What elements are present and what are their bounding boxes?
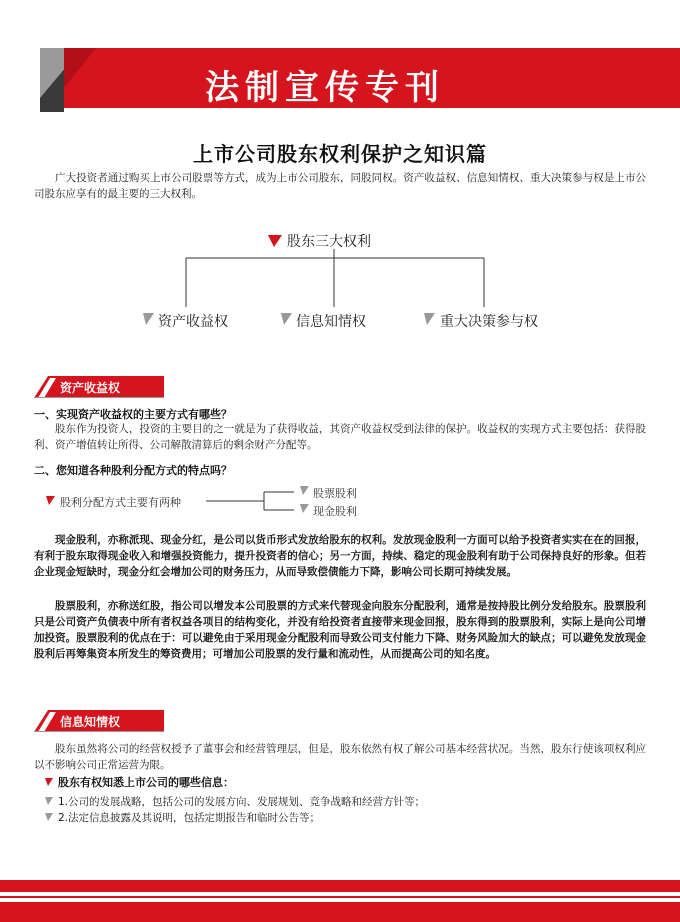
banner-title: 法制宣传专刊 <box>205 68 445 108</box>
question-heading: 一、实现资产收益权的主要方式有哪些？ <box>34 408 232 421</box>
footer-band <box>0 874 680 922</box>
list-item-text: 2.法定信息披露及其说明，包括定期报告和临时公告等； <box>58 812 321 824</box>
intro-paragraph: 广大投资者通过购买上市公司股票等方式，成为上市公司股东，同股同权。资产收益权、信息知情权、重大决策参与权是上市公司股东应享有的最主要的三大权利。 <box>34 172 646 200</box>
child-mark-icon <box>424 313 435 325</box>
diagram-root-label: 股利分配方式主要有两种 <box>60 496 181 509</box>
diagram-mark-icon <box>46 496 55 505</box>
info-intro-paragraph: 股东虽然将公司的经营权授予了董事会和经营管理层，但是，股东依然有权了解公司基本经营状况。当然，股东行使该项权利应以不影响公司正常运营为限。 <box>34 743 646 771</box>
section-heading-label: 资产收益权 <box>60 381 121 395</box>
gray-mark-icon <box>44 812 54 822</box>
article-title: 上市公司股东权利保护之知识篇 <box>193 142 487 166</box>
section-heading-income <box>34 376 164 398</box>
stock-dividend-paragraph: 股票股利，亦称送红股，指公司以增发本公司股票的方式来代替现金向股东分配股利，通常是按持股比例分发给股东。股票股利只是公司资产负债表中所有者权益各项目的结构变化，并没有给投资者直接带来现金回报，股东得到的股票股利，实际上是向公司增加投资。股票股利的优点在于：可以避免由于采用现金分配股利而导致公司支付能力下降、财务风险加大的缺点；可以避免发放现金股利后再筹集资本所发生的筹资费用；可增加公司股票的发行量和流动性，从而提高公司的知名度。 <box>34 600 646 660</box>
diagram-branch-label: 现金股利 <box>313 505 357 518</box>
list-item <box>44 810 320 825</box>
info-question-label: 股东有权知悉上市公司的哪些信息： <box>58 776 234 789</box>
answer-paragraph: 股东作为投资人，投资的主要目的之一就是为了获得收益，其资产收益权受到法律的保护。收益权的实现方式主要包括：获得股利、资产增值转让所得、公司解散清算后的剩余财产分配等。 <box>34 423 646 451</box>
child-mark-icon <box>281 313 292 325</box>
org-root-label: 股东三大权利 <box>287 234 371 250</box>
rights-org-chart <box>0 225 680 345</box>
org-child-label: 重大决策参与权 <box>440 314 538 330</box>
child-mark-icon <box>143 313 154 325</box>
diagram-branch-label: 股票股利 <box>313 487 357 500</box>
info-question <box>44 774 234 790</box>
branch-mark-icon <box>300 504 309 513</box>
org-child-label: 资产收益权 <box>158 314 228 330</box>
section-heading-label: 信息知情权 <box>60 715 121 729</box>
red-mark-icon <box>44 777 54 787</box>
gray-mark-icon <box>44 796 54 806</box>
list-item-text: 1.公司的发展战略，包括公司的发展方向、发展规划、竞争战略和经营方针等； <box>58 796 426 808</box>
root-mark-icon <box>268 235 282 247</box>
dividend-diagram <box>34 482 394 526</box>
org-child-label: 信息知情权 <box>296 314 366 330</box>
cash-dividend-paragraph: 现金股利，亦称派现、现金分红，是公司以货币形式发放给股东的权利。发放现金股利一方面可以给予投资者实实在在的回报，有利于股东取得现金收入和增强投资能力，提升投资者的信心；另一方面，持续、稳定的现金股利有助于公司保持良好的形象。但若企业现金短缺时，现金分红会增加公司的财务压力，从而导致偿债能力下降，影响公司长期可持续发展。 <box>34 534 646 578</box>
question-heading: 二、您知道各种股利分配方式的特点吗？ <box>34 464 232 477</box>
banner <box>0 0 680 112</box>
list-item <box>44 794 425 809</box>
branch-mark-icon <box>300 486 309 495</box>
section-heading-info <box>34 710 164 732</box>
